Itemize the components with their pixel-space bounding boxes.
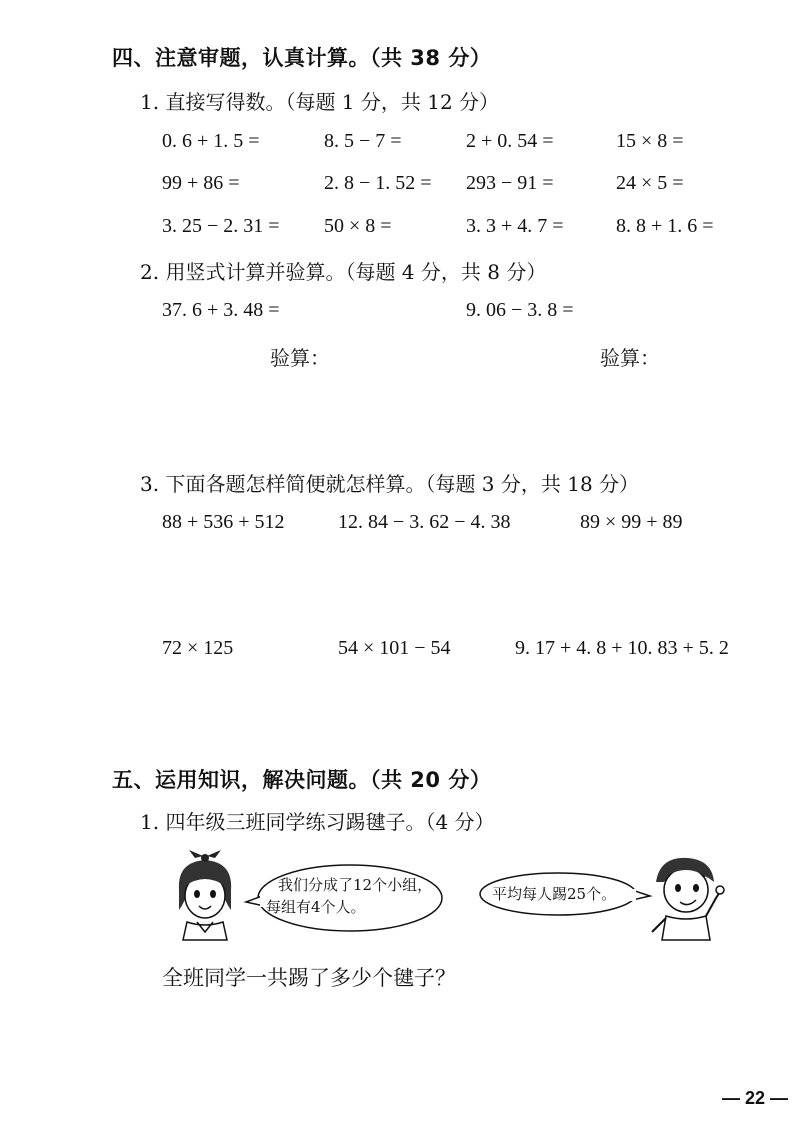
q1-item: 8. 5 − 7 = [324, 130, 402, 152]
q3-item: 9. 17 + 4. 8 + 10. 83 + 5. 2 [515, 637, 729, 659]
check-label: 验算： [600, 346, 660, 370]
q1-item: 2 + 0. 54 = [466, 130, 554, 152]
bubble-right-text: 平均每人踢25个。 [492, 885, 617, 903]
bubble-left-line-2: 每组有4个人。 [266, 898, 366, 916]
q1-item: 3. 3 + 4. 7 = [466, 215, 564, 237]
q3-item: 54 × 101 − 54 [338, 637, 451, 659]
check-label: 验算： [270, 346, 330, 370]
girl-illustration [165, 850, 245, 940]
q1-item: 99 + 86 = [162, 172, 240, 194]
q3-item: 89 × 99 + 89 [580, 511, 683, 533]
q2-title: 2. 用竖式计算并验算。（每题 4 分，共 8 分） [140, 260, 547, 284]
page-number: — 22 — [722, 1088, 789, 1108]
boy-illustration [646, 852, 726, 940]
q1-title: 1. 直接写得数。（每题 1 分，共 12 分） [140, 90, 500, 114]
section-4-title: 四、注意审题，认真计算。（共 38 分） [112, 46, 492, 70]
q1-item: 15 × 8 = [616, 130, 684, 152]
q3-item: 12. 84 − 3. 62 − 4. 38 [338, 511, 511, 533]
section-5-title: 五、运用知识，解决问题。（共 20 分） [112, 768, 492, 792]
q1-item: 293 − 91 = [466, 172, 554, 194]
q1-item: 3. 25 − 2. 31 = [162, 215, 280, 237]
s5-q1-title: 1. 四年级三班同学练习踢毽子。（4 分） [140, 810, 495, 834]
q2-item: 37. 6 + 3. 48 = [162, 299, 280, 321]
q1-item: 8. 8 + 1. 6 = [616, 215, 714, 237]
q1-item: 2. 8 − 1. 52 = [324, 172, 432, 194]
q1-item: 0. 6 + 1. 5 = [162, 130, 260, 152]
q2-item: 9. 06 − 3. 8 = [466, 299, 574, 321]
q3-title: 3. 下面各题怎样简便就怎样算。（每题 3 分，共 18 分） [140, 472, 640, 496]
s5-q1-question: 全班同学一共踢了多少个毽子？ [162, 966, 456, 990]
q3-item: 88 + 536 + 512 [162, 511, 285, 533]
q3-item: 72 × 125 [162, 637, 234, 659]
q1-item: 50 × 8 = [324, 215, 392, 237]
q1-item: 24 × 5 = [616, 172, 684, 194]
bubble-left-line-1: 我们分成了12个小组， [278, 876, 433, 894]
